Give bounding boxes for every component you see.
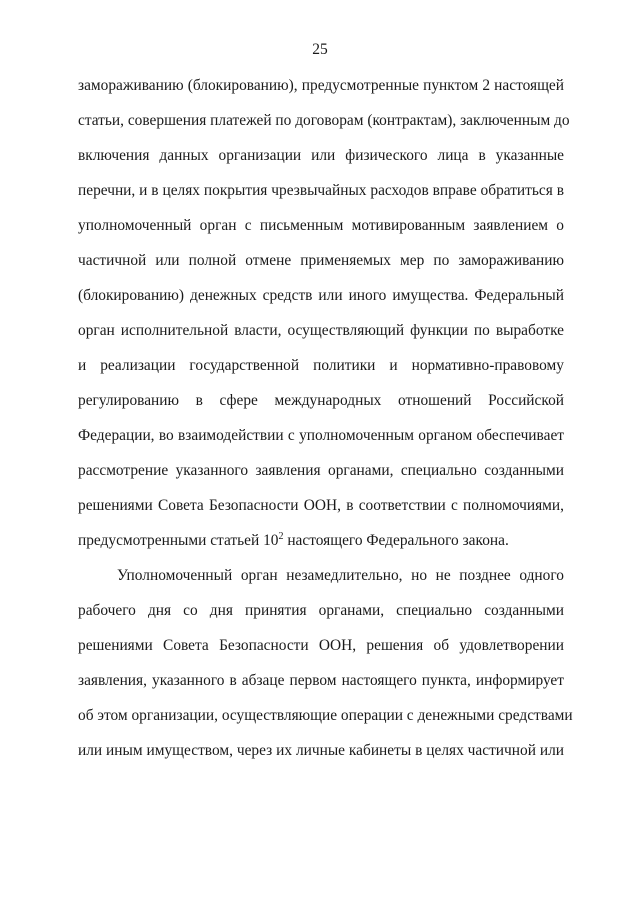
paragraph-2-line-3: решениями Совета Безопасности ООН, решения об удовлетворении [78, 637, 564, 654]
paragraph-1-line-13: решениями Совета Безопасности ООН, в соответствии с полномочиями, [78, 497, 564, 514]
page-number: 25 [312, 41, 328, 58]
paragraph-1-line-4: перечни, и в целях покрытия чрезвычайных расходов вправе обратиться в [78, 182, 564, 199]
paragraph-1-line-2: статьи, совершения платежей по договорам (контрактам), заключенным до [78, 112, 570, 129]
paragraph-1-line-11: Федерации, во взаимодействии с уполномоченным органом обеспечивает [78, 427, 564, 444]
paragraph-2-line-1: Уполномоченный орган незамедлительно, но не позднее одного [117, 567, 564, 584]
paragraph-2-line-6: или иным имуществом, через их личные кабинеты в целях частичной или [78, 742, 564, 759]
paragraph-1-line-14-before: предусмотренными статьей 10 [78, 532, 279, 549]
paragraph-1-line-5: уполномоченный орган с письменным мотивированным заявлением о [78, 217, 564, 234]
paragraph-2-line-2: рабочего дня со дня принятия органами, специально созданными [78, 602, 564, 619]
paragraph-1-line-9: и реализации государственной политики и нормативно-правовому [78, 357, 564, 374]
paragraph-2-line-4: заявления, указанного в абзаце первом настоящего пункта, информирует [78, 672, 564, 689]
paragraph-1-line-8: орган исполнительной власти, осуществляющий функции по выработке [78, 322, 564, 339]
paragraph-1-line-3: включения данных организации или физического лица в указанные [78, 147, 564, 164]
article-superscript: 2 [278, 530, 284, 542]
paragraph-1-line-12: рассмотрение указанного заявления органами, специально созданными [78, 462, 564, 479]
paragraph-1-line-6: частичной или полной отмене применяемых мер по замораживанию [78, 252, 564, 269]
paragraph-1-line-7: (блокированию) денежных средств или иного имущества. Федеральный [78, 287, 564, 304]
paragraph-1-line-14-after: настоящего Федерального закона. [283, 532, 509, 549]
paragraph-2-line-5: об этом организации, осуществляющие операции с денежными средствами [78, 707, 573, 724]
paragraph-1-line-10: регулированию в сфере международных отношений Российской [78, 392, 564, 409]
paragraph-1-line-1: замораживанию (блокированию), предусмотренные пунктом 2 настоящей [78, 77, 564, 94]
paragraph-1-line-14 [78, 531, 564, 551]
